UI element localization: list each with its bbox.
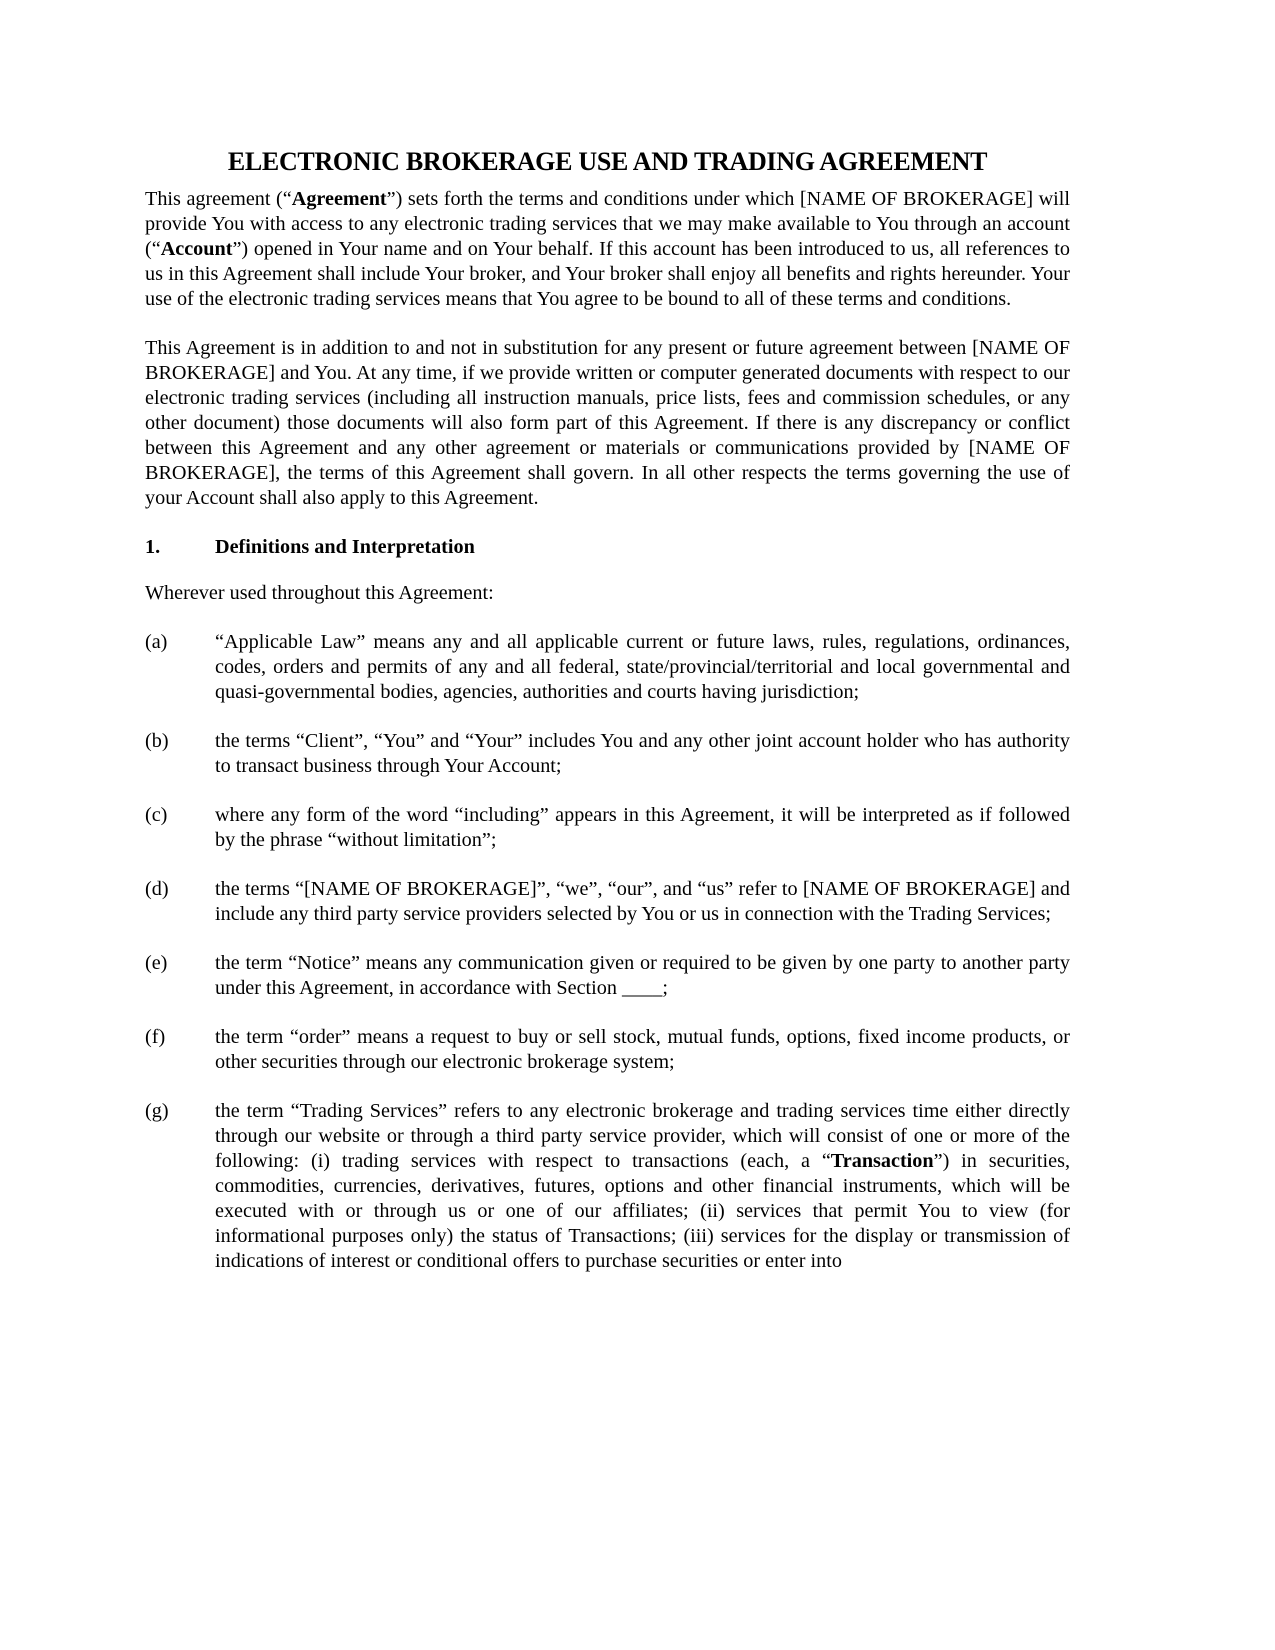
definition-item — [145, 1025, 1070, 1075]
item-label: (a) — [145, 631, 168, 653]
item-label: (f) — [145, 1026, 166, 1048]
document-title: ELECTRONIC BROKERAGE USE AND TRADING AGREEMENT — [227, 147, 988, 176]
definition-item — [145, 803, 1070, 853]
defined-term-transaction: Transaction — [830, 1150, 934, 1172]
item-text: the terms “[NAME OF BROKERAGE]”, “we”, “our”, and “us” refer to [NAME OF BROKERAGE] and include any third party service providers selected by You or us in connection with the Trading Services; — [215, 878, 1070, 925]
item-label: (b) — [145, 730, 169, 752]
text-run: ”) in securities, commodities, currencies, derivatives, futures, options and other financial instruments, which will be executed with or through us or one of our affiliates; (ii) services that permit You to view (for informational purposes only) the status of Transactions; (iii) services for the display or transmission of indications of interest or conditional offers to purchase securities or enter into — [215, 1150, 1070, 1272]
item-label: (c) — [145, 804, 168, 826]
item-text: the term “order” means a request to buy or sell stock, mutual funds, options, fixed income products, or other securities through our electronic brokerage system; — [215, 1026, 1070, 1073]
second-paragraph: This Agreement is in addition to and not in substitution for any present or future agreement between [NAME OF BROKERAGE] and You. At any time, if we provide written or computer generated documents with respect to our electronic trading services (including all instruction manuals, price lists, fees and commission schedules, or any other document) those documents will also form part of this Agreement. If there is any discrepancy or conflict between this Agreement and any other agreement or materials or communications provided by [NAME OF BROKERAGE], the terms of this Agreement shall govern. In all other respects the terms governing the use of your Account shall also apply to this Agreement. — [145, 337, 1070, 509]
item-text: where any form of the word “including” appears in this Agreement, it will be interpreted as if followed by the phrase “without limitation”; — [215, 804, 1070, 851]
item-text: “Applicable Law” means any and all applicable current or future laws, rules, regulations, ordinances, codes, orders and permits of any and all federal, state/provincial/territorial and local governmental and quasi-governmental bodies, agencies, authorities and courts having jurisdiction; — [215, 631, 1070, 703]
definition-item — [145, 951, 1070, 1001]
intro-paragraph — [145, 187, 1070, 312]
item-label: (g) — [145, 1100, 169, 1122]
item-label: (d) — [145, 878, 169, 900]
text-run: This agreement (“ — [145, 188, 292, 210]
definition-item — [145, 630, 1070, 705]
defined-term-agreement: Agreement — [291, 188, 387, 210]
item-text: the terms “Client”, “You” and “Your” includes You and any other joint account holder who has authority to transact business through Your Account; — [215, 730, 1070, 777]
section-title: Definitions and Interpretation — [215, 536, 475, 558]
definition-item — [145, 729, 1070, 779]
text-run: ”) opened in Your name and on Your behalf. If this account has been introduced to us, all references to us in this Agreement shall include Your broker, and Your broker shall enjoy all benefits and rights hereunder. Your use of the electronic trading services means that You agree to be bound to all of these terms and conditions. — [145, 238, 1070, 310]
section-intro: Wherever used throughout this Agreement: — [145, 582, 494, 604]
item-label: (e) — [145, 952, 168, 974]
definition-item — [145, 877, 1070, 927]
item-text — [215, 1099, 1070, 1274]
document-page — [145, 140, 1070, 1298]
text-run: ”) sets forth the terms and conditions under which [NAME OF BROKERAGE] will provide You with access to any electronic trading services that we may make available to You through an account (“ — [145, 188, 1070, 260]
item-text: the term “Notice” means any communication given or required to be given by one party to another party under this Agreement, in accordance with Section ____; — [215, 952, 1070, 999]
defined-term-account: Account — [160, 238, 233, 260]
section-heading — [145, 535, 1070, 560]
section-number: 1. — [145, 536, 161, 558]
text-run: the term “Trading Services” refers to any electronic brokerage and trading services time either directly through our website or through a third party service provider, which will consist of one or more of the following: (i) trading services with respect to transactions (each, a “ — [215, 1100, 1070, 1172]
definition-item — [145, 1099, 1070, 1274]
